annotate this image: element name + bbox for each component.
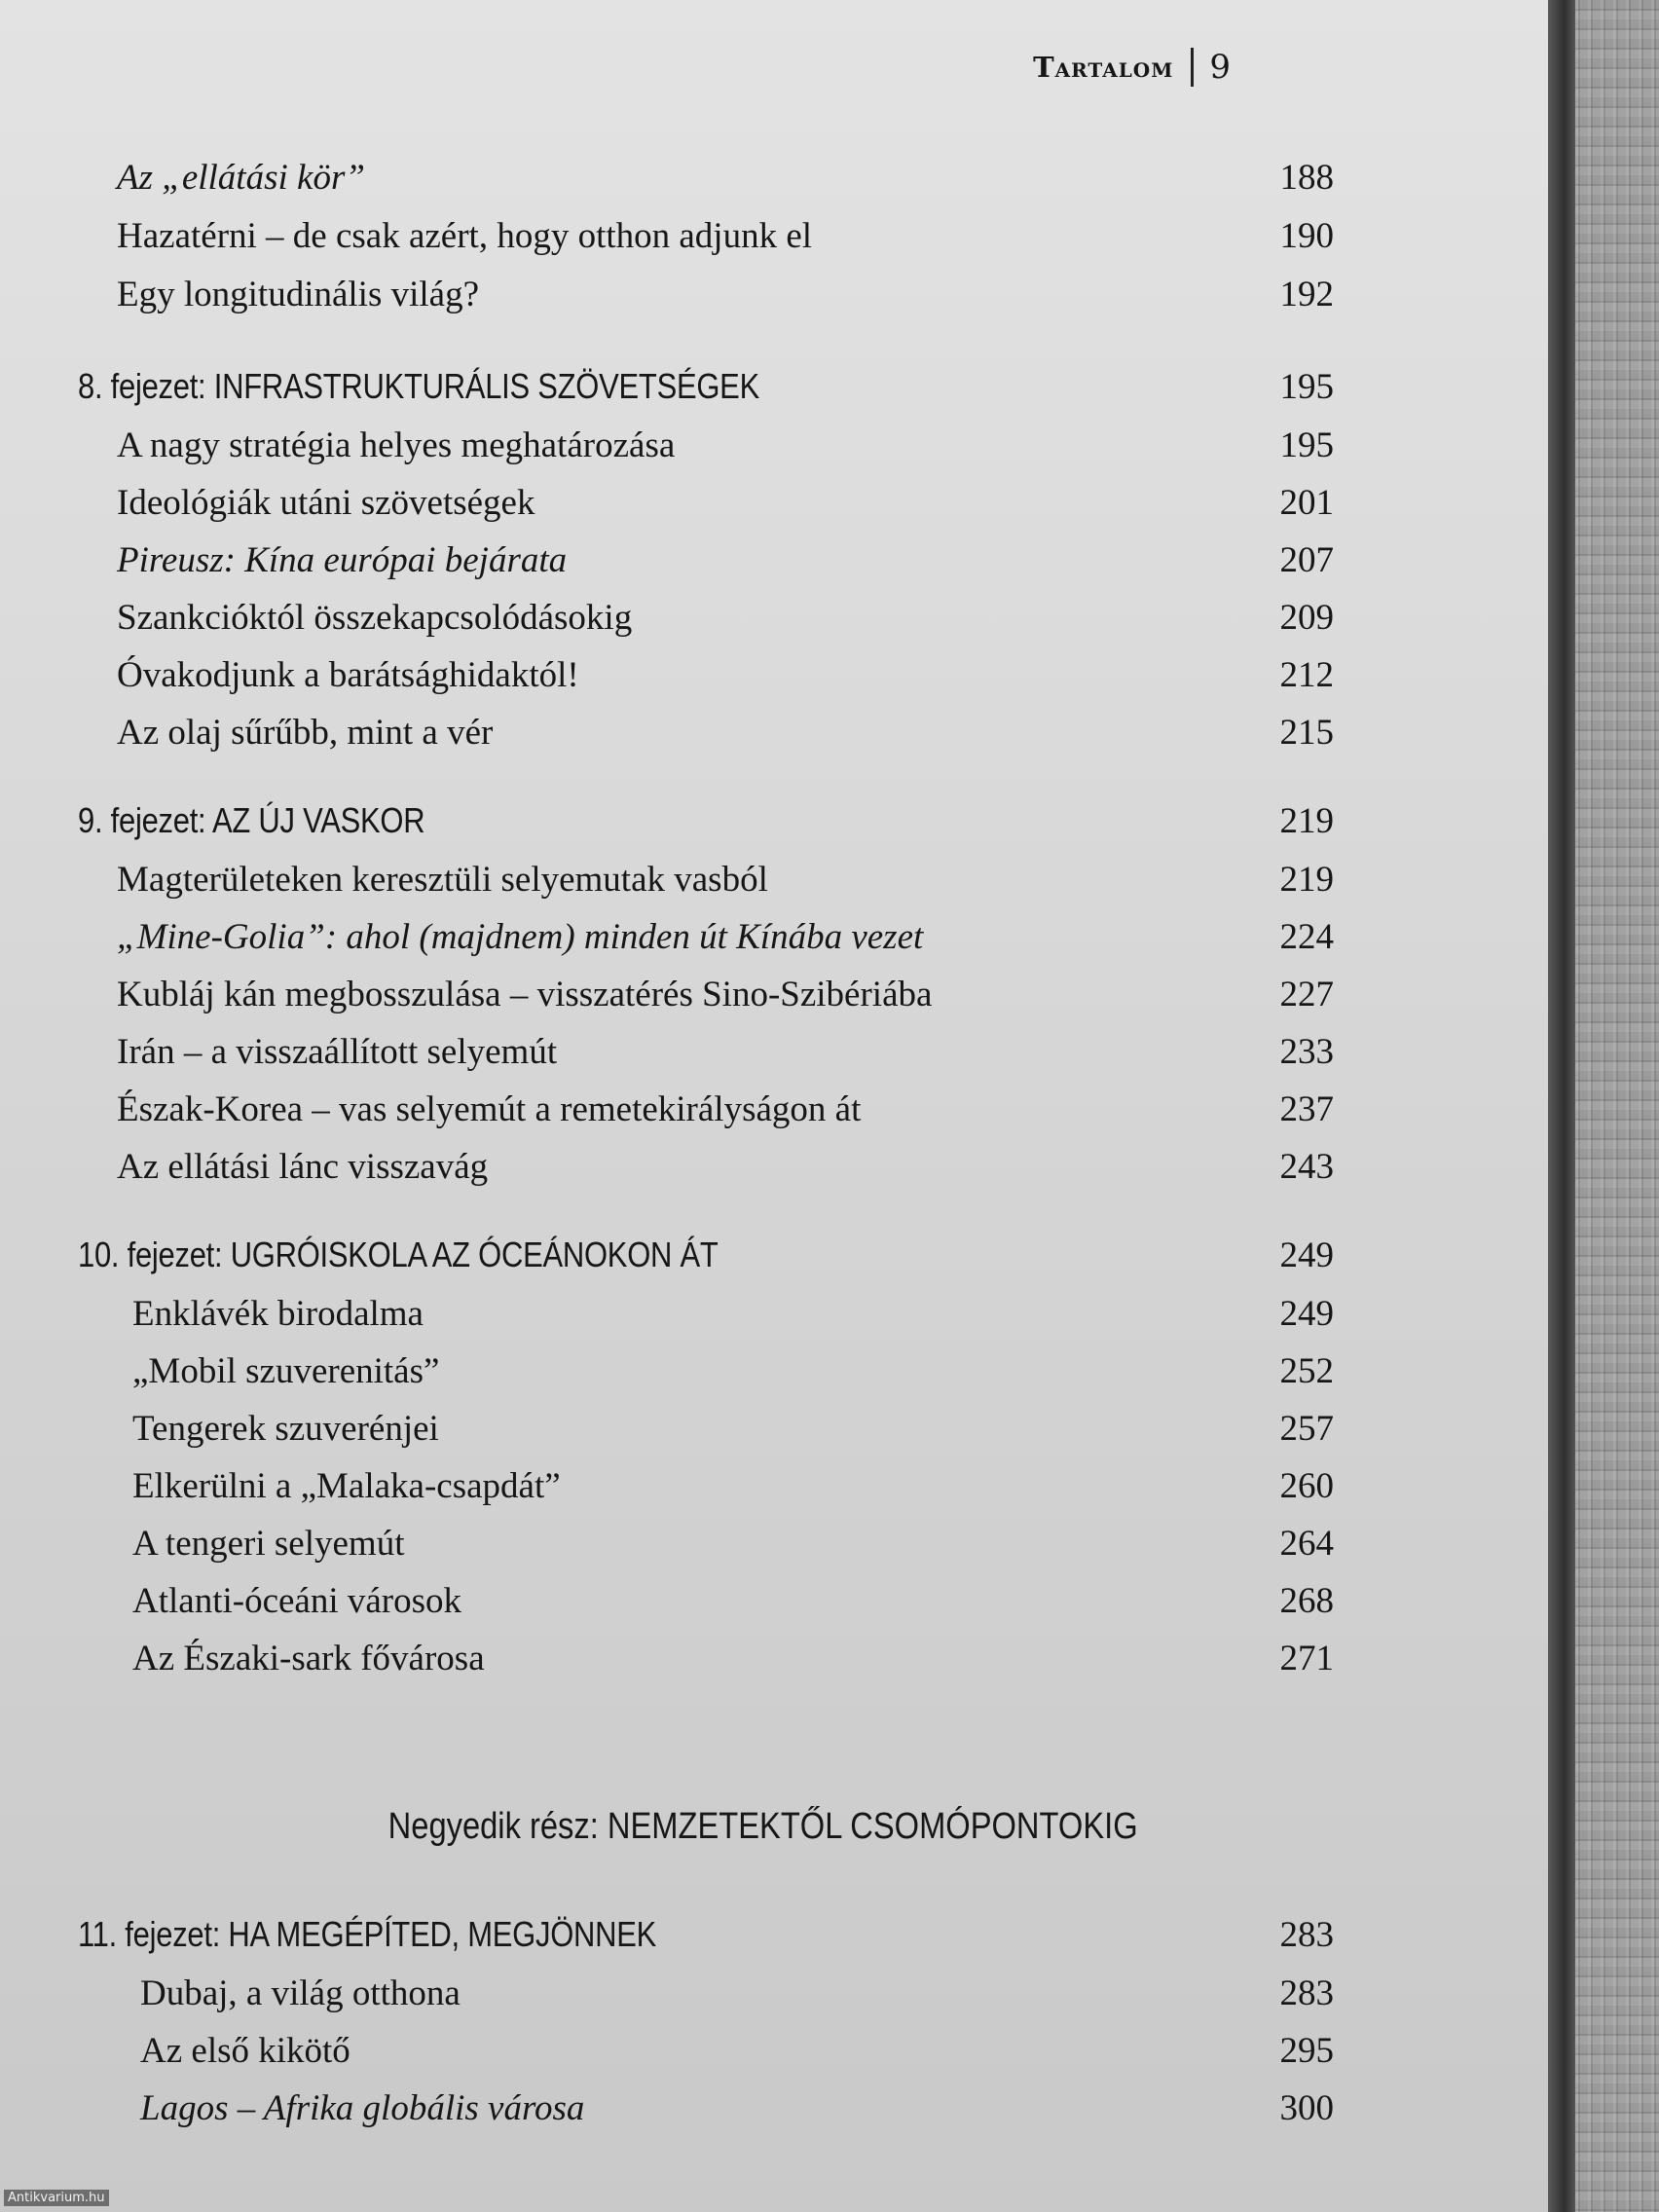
entry-title: Dubaj, a világ otthona [140,1972,461,2013]
toc-entry-row [78,270,1334,318]
running-header-title: Tartalom [1033,51,1174,84]
page-ref: 237 [1279,1088,1334,1129]
entry-title: Az „ellátási kör” [117,157,365,198]
entry-title: Kubláj kán megbosszulása – visszatérés Sino-Szibériába [117,974,933,1014]
page-ref: 190 [1279,215,1334,256]
toc-entry-row [78,1969,1334,2017]
page-ref: 260 [1279,1465,1334,1506]
entry-title: Magterületeken keresztüli selyemutak vasból [117,859,768,900]
watermark: Antikvarium.hu [4,2190,109,2206]
entry-title: Elkerülni a „Malaka-csapdát” [132,1465,561,1506]
entry-title: Ideológiák utáni szövetségek [117,482,535,523]
toc-entry-row [78,1404,1334,1453]
entry-title: Hazatérni – de csak azért, hogy otthon adjunk el [117,215,813,256]
entry-title: Az első kikötő [140,2030,350,2071]
page-ref: 201 [1279,482,1334,523]
entry-title: A nagy stratégia helyes meghatározása [117,424,676,465]
toc-entry-row [78,421,1334,469]
page-ref: 215 [1279,712,1334,753]
page-ref: 219 [1279,800,1334,841]
toc-entry-row [78,153,1334,202]
chapter-title: 8. fejezet: INFRASTRUKTURÁLIS SZÖVETSÉGEK [78,366,759,406]
entry-title: Szankcióktól összekapcsolódásokig [117,597,633,638]
entry-title: Észak-Korea – vas selyemút a remetekirályságon át [117,1088,862,1129]
page-ref: 233 [1279,1031,1334,1072]
page-ref: 224 [1279,916,1334,957]
page-ref: 252 [1279,1350,1334,1391]
toc-chapter-row [78,1231,1334,1279]
page-ref: 192 [1279,274,1334,314]
page-ref: 257 [1279,1408,1334,1449]
page-ref: 212 [1279,654,1334,695]
entry-title: A tengeri selyemút [132,1523,405,1564]
toc-entry-row [78,1085,1334,1133]
next-page-edge [1575,0,1659,2212]
part-heading [0,1797,1566,1856]
page-ref: 195 [1279,424,1334,465]
toc-entry-row [78,1461,1334,1510]
page-ref: 283 [1279,1972,1334,2013]
page-ref: 209 [1279,597,1334,638]
chapter-title: 9. fejezet: AZ ÚJ VASKOR [78,800,425,840]
page-ref: 268 [1279,1580,1334,1621]
chapter-title: 11. fejezet: HA MEGÉPÍTED, MEGJÖNNEK [78,1914,657,1954]
toc-entry-row [78,1027,1334,1076]
toc-entry-row [78,1576,1334,1625]
toc-entry-row [78,650,1334,699]
toc-chapter-row [78,796,1334,845]
toc-entry-row [78,211,1334,260]
toc-entry-row [78,855,1334,903]
entry-title: Az ellátási lánc visszavág [117,1146,489,1187]
toc-entry-row [78,1346,1334,1395]
toc-entry-row [78,2083,1334,2132]
entry-title: Irán – a visszaállított selyemút [117,1031,558,1072]
toc-entry-row [78,535,1334,584]
entry-title: Enklávék birodalma [132,1293,424,1334]
entry-title: Az olaj sűrűbb, mint a vér [117,712,494,753]
page-ref: 264 [1279,1523,1334,1564]
toc-entry-row [78,708,1334,756]
toc-entry-row [78,593,1334,642]
page-ref: 249 [1279,1235,1334,1275]
entry-title: Atlanti-óceáni városok [132,1580,462,1621]
entry-title: Az Északi-sark fővárosa [132,1638,485,1678]
toc-chapter-row [78,362,1334,411]
entry-title: Lagos – Afrika globális városa [140,2087,585,2128]
entry-title: „Mine-Golia”: ahol (majdnem) minden út Kínába vezet [117,916,924,957]
page-ref: 271 [1279,1638,1334,1678]
toc-entry-row [78,970,1334,1018]
page-ref: 300 [1279,2087,1334,2128]
entry-title: Óvakodjunk a barátsághidaktól! [117,654,579,695]
chapter-title: 10. fejezet: UGRÓISKOLA AZ ÓCEÁNOKON ÁT [78,1235,719,1274]
page-ref: 283 [1279,1914,1334,1955]
entry-title: „Mobil szuverenitás” [132,1350,440,1391]
page-gutter [1548,0,1575,2212]
page-ref: 188 [1279,157,1334,198]
toc-entry-row [78,2026,1334,2075]
page-ref: 207 [1279,539,1334,580]
page-ref: 227 [1279,974,1334,1014]
page-ref: 295 [1279,2030,1334,2071]
toc-entry-row [78,1289,1334,1338]
page-number: 9 [1209,48,1231,87]
entry-title: Pireusz: Kína európai bejárata [117,539,568,580]
toc-entry-row [78,1634,1334,1682]
page-ref: 249 [1279,1293,1334,1334]
page-ref: 243 [1279,1146,1334,1187]
toc-entry-row [78,912,1334,961]
toc-entry-row [78,1142,1334,1191]
page-ref: 195 [1279,366,1334,407]
toc-entry-row [78,478,1334,527]
part-heading-text: Negyedik rész: NEMZETEKTŐL CSOMÓPONTOKIG [388,1805,1138,1847]
toc-chapter-row [78,1910,1334,1959]
page-ref: 219 [1279,859,1334,900]
toc-entry-row [78,1519,1334,1567]
entry-title: Egy longitudinális világ? [117,274,480,314]
entry-title: Tengerek szuverénjei [132,1408,439,1449]
